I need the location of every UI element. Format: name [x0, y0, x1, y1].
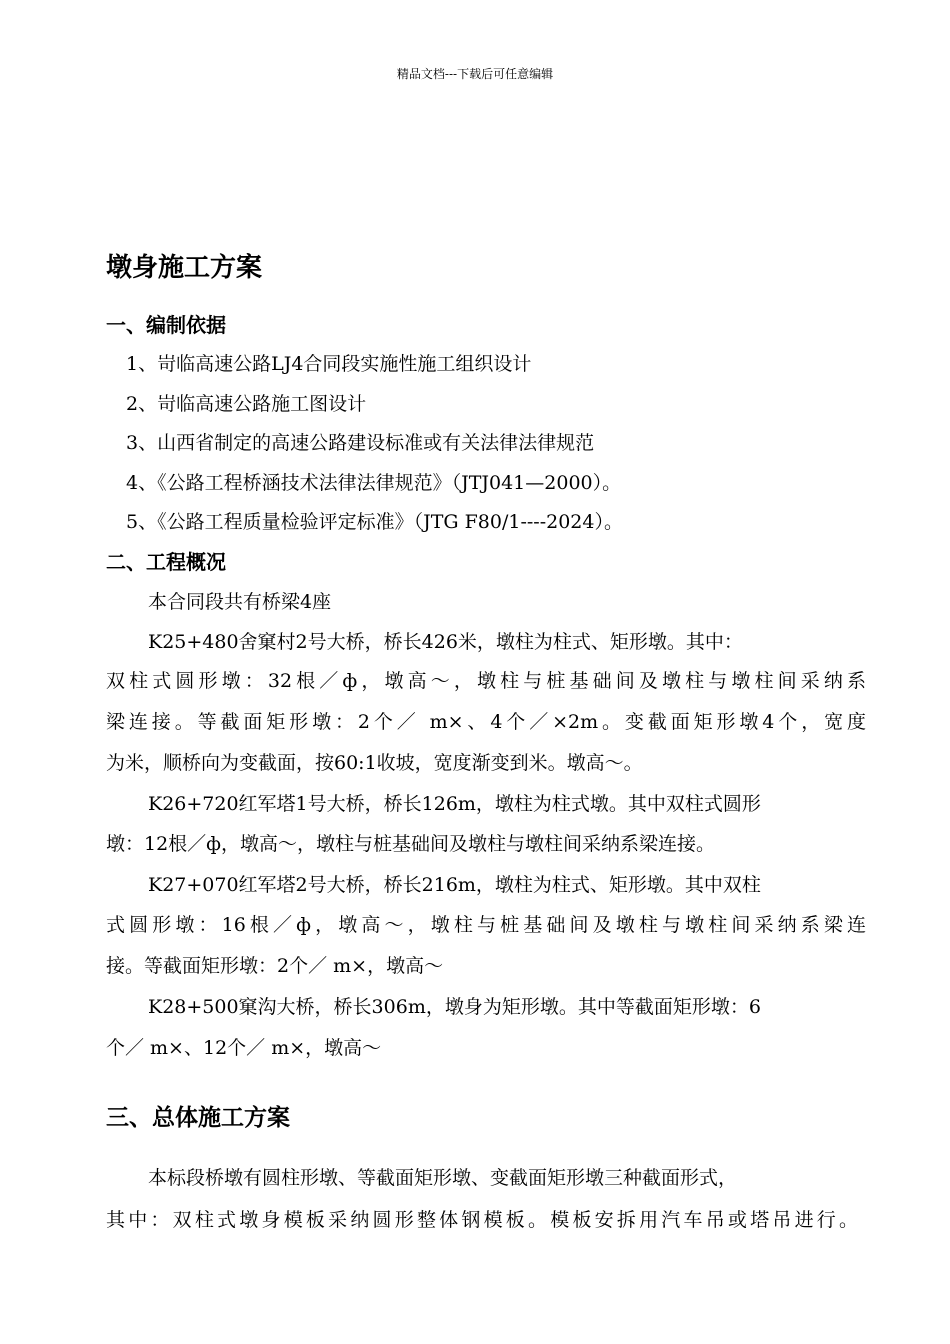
- page-header: 精品文档---下载后可任意编辑: [396, 67, 554, 81]
- document-title: 墩身施工方案: [106, 253, 263, 283]
- overview-line-6: K26+720红军塔1号大桥，桥长126m，墩柱为柱式墩。其中双柱式圆形: [148, 793, 761, 815]
- basis-item-4: 4、《公路工程桥涵技术法律法律规范》（JTJ041—2000）。: [126, 472, 622, 494]
- overview-line-1: 本合同段共有桥梁4座: [148, 591, 332, 613]
- basis-item-5: 5、《公路工程质量检验评定标准》（JTG F80/1----2024）。: [126, 511, 623, 533]
- overview-line-3: 双柱式圆形墩：32根／ф，墩高～，墩柱与桩基础间及墩柱与墩柱间采纳系: [106, 670, 866, 692]
- overview-line-7: 墩：12根／ф，墩高～，墩柱与桩基础间及墩柱与墩柱间采纳系梁连接。: [106, 833, 716, 855]
- basis-item-2: 2、岢临高速公路施工图设计: [126, 393, 367, 415]
- overview-line-9: 式圆形墩：16根／ф，墩高～，墩柱与桩基础间及墩柱与墩柱间采纳系梁连: [106, 914, 866, 936]
- overview-line-11: K28+500窠沟大桥，桥长306m，墩身为矩形墩。其中等截面矩形墩：6: [148, 996, 761, 1018]
- basis-item-1: 1、岢临高速公路LJ4合同段实施性施工组织设计: [126, 353, 532, 375]
- plan-line-1: 本标段桥墩有圆柱形墩、等截面矩形墩、变截面矩形墩三种截面形式，: [148, 1167, 738, 1189]
- plan-line-2: 其中：双柱式墩身模板采纳圆形整体钢模板。模板安拆用汽车吊或塔吊进行。: [106, 1209, 858, 1231]
- overview-line-8: K27+070红军塔2号大桥，桥长216m，墩柱为柱式、矩形墩。其中双柱: [148, 874, 761, 896]
- overview-line-5: 为米，顺桥向为变截面，按60:1收坡，宽度渐变到米。墩高～。: [106, 752, 643, 774]
- overview-line-12: 个／ m×、12个／ m×，墩高～: [106, 1037, 382, 1059]
- section-heading-plan: 三、总体施工方案: [106, 1105, 290, 1131]
- overview-line-10: 接。等截面矩形墩：2个／ m×，墩高～: [106, 955, 444, 977]
- basis-item-3: 3、山西省制定的高速公路建设标准或有关法律法律规范: [126, 432, 595, 454]
- section-heading-overview: 二、工程概况: [106, 550, 226, 574]
- overview-line-2: K25+480舍窠村2号大桥，桥长426米，墩柱为柱式、矩形墩。其中：: [148, 631, 743, 653]
- section-heading-basis: 一、编制依据: [106, 313, 226, 337]
- overview-line-4: 梁连接。等截面矩形墩：2个／ m×、4个／×2m。变截面矩形墩4个，宽度: [106, 711, 866, 733]
